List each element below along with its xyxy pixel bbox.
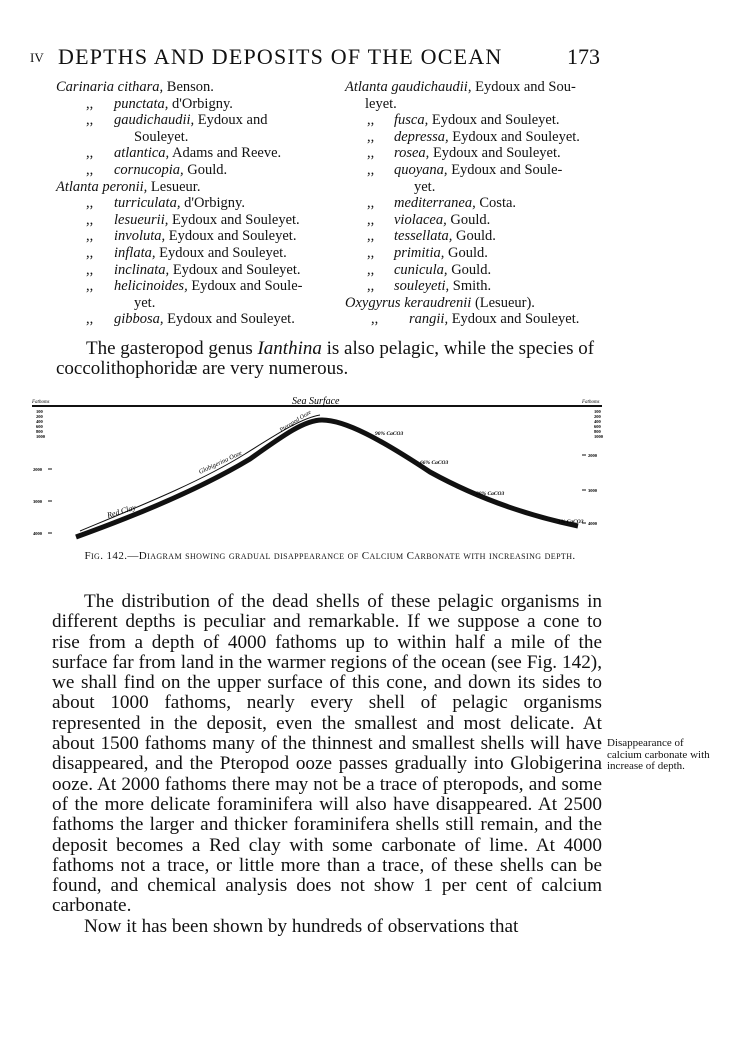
- cone-profile: [76, 420, 578, 537]
- ditto-mark: ,,: [367, 244, 375, 261]
- species-entry: [345, 245, 605, 262]
- species-name: rangii,: [409, 311, 449, 328]
- ditto-mark: ,,: [86, 228, 94, 245]
- species-authority: Eydoux and Souleyet.: [448, 311, 580, 328]
- species-name: inflata,: [114, 244, 156, 261]
- species-list-right: [345, 79, 605, 328]
- ditto-mark: ,,: [367, 211, 375, 228]
- right-axis-title: Fathoms: [582, 400, 600, 405]
- left-tick-200: 200: [36, 414, 43, 419]
- species-authority: Gould.: [183, 161, 228, 178]
- species-entry: [56, 96, 326, 113]
- species-name: helicinoides,: [114, 278, 188, 295]
- species-authority: Eydoux and Sou-: [471, 79, 576, 95]
- red-clay-label: Red Clay: [105, 502, 137, 520]
- species-authority: Benson.: [163, 79, 214, 95]
- species-entry: [56, 278, 326, 311]
- species-authority: d'Orbigny.: [168, 95, 233, 112]
- species-name: Atlanta gaudichaudii,: [345, 79, 472, 95]
- depth-diagram: [30, 394, 630, 544]
- caption-label: Fig. 142.: [84, 550, 128, 562]
- chapter-roman: IV: [30, 50, 44, 65]
- species-name: Atlanta peronii,: [56, 178, 148, 195]
- figure-142: [30, 394, 630, 544]
- species-name: quoyana,: [394, 161, 448, 178]
- species-entry: [345, 162, 605, 195]
- left-tick-3000: 3000: [33, 499, 42, 504]
- species-entry: [56, 311, 326, 328]
- left-axis-title: Fathoms: [32, 400, 50, 405]
- sea-surface-label: Sea Surface: [292, 396, 340, 407]
- species-entry: [345, 112, 605, 129]
- species-authority: Eydoux and Soule-: [447, 161, 563, 178]
- authority-continuation: yet.: [414, 178, 436, 195]
- ditto-mark: ,,: [371, 311, 379, 328]
- running-title: DEPTHS AND DEPOSITS OF THE OCEAN: [58, 44, 503, 69]
- ditto-mark: ,,: [86, 211, 94, 228]
- genus-ianthina: Ianthina: [257, 338, 322, 359]
- pteropod-ooze-label: Pteropod Ooze: [278, 409, 313, 434]
- left-tick-100: 100: [36, 409, 43, 414]
- species-entry: [56, 245, 326, 262]
- species-name: atlantica,: [114, 145, 170, 162]
- ditto-mark: ,,: [367, 145, 375, 162]
- left-tick-4000: 4000: [33, 531, 42, 536]
- species-name: depressa,: [394, 128, 449, 145]
- right-tick-100: 100: [594, 409, 601, 414]
- ditto-mark: ,,: [86, 145, 94, 162]
- species-name: Oxygyrus keraudrenii: [345, 294, 472, 311]
- body-text: [52, 592, 602, 937]
- figure-caption: [56, 550, 604, 563]
- ditto-mark: ,,: [367, 228, 375, 245]
- right-tick-2000: 2000: [588, 453, 597, 458]
- species-name: inclinata,: [114, 261, 170, 278]
- species-authority: Eydoux and Souleyet.: [429, 145, 561, 162]
- species-name: gibbosa,: [114, 311, 164, 328]
- species-authority: Eydoux and Soule-: [187, 278, 303, 295]
- pct-20-label: 20% CaCO3: [476, 491, 505, 497]
- ditto-mark: ,,: [86, 112, 94, 129]
- species-entry: [56, 79, 326, 96]
- ditto-mark: ,,: [86, 311, 94, 328]
- ditto-mark: ,,: [367, 161, 375, 178]
- species-entry: [345, 262, 605, 279]
- right-axis-dashes: [582, 455, 586, 523]
- species-entry: [345, 195, 605, 212]
- species-name: fusca,: [394, 112, 429, 129]
- species-entry: [345, 79, 605, 112]
- species-entry: [56, 145, 326, 162]
- right-tick-1000: 1000: [594, 434, 603, 439]
- species-entry: [345, 278, 605, 295]
- species-name: gaudichaudii,: [114, 112, 195, 129]
- species-authority: Eydoux and Souleyet.: [165, 228, 297, 245]
- species-name: Carinaria cithara,: [56, 79, 164, 95]
- ditto-mark: ,,: [367, 261, 375, 278]
- ditto-mark: ,,: [86, 244, 94, 261]
- ditto-mark: ,,: [367, 195, 375, 212]
- ditto-mark: ,,: [86, 278, 94, 295]
- right-tick-3000: 3000: [588, 488, 597, 493]
- species-entry: [345, 228, 605, 245]
- species-entry: [345, 212, 605, 229]
- species-entry: [345, 295, 605, 312]
- lead-paragraph: The gasteropod genus Ianthina is also pelagic, while the species of coccolithophoridæ are very numerous.: [56, 338, 595, 379]
- ditto-mark: ,,: [367, 112, 375, 129]
- right-tick-200: 200: [594, 414, 601, 419]
- species-list-left: [56, 79, 326, 328]
- species-entry: [56, 228, 326, 245]
- species-authority: Costa.: [475, 195, 517, 212]
- ditto-mark: ,,: [86, 261, 94, 278]
- ditto-mark: ,,: [86, 195, 94, 212]
- ditto-mark: ,,: [86, 161, 94, 178]
- species-authority: Gould.: [452, 228, 496, 245]
- page-number: 173: [567, 44, 600, 69]
- species-entry: [56, 112, 326, 145]
- species-name: punctata,: [114, 95, 169, 112]
- left-tick-400: 400: [36, 419, 43, 424]
- species-name: lesueurii,: [114, 211, 169, 228]
- species-entry: [345, 145, 605, 162]
- species-entry: [56, 162, 326, 179]
- species-name: involuta,: [114, 228, 166, 245]
- paragraph-distribution: The distribution of the dead shells of these pelagic organisms in different depths is peculiar and remarkable. If we suppose a cone to rise from a depth of 4000 fathoms up to within half a mile of the surface far from land in the warmer regions of the ocean (see Fig. 142), we shall find on the upper surface of this cone, and down its sides to about 1000 fathoms, nearly every shell of pelagic organisms represented in the deposit, even the smallest and most delicate. At about 1500 fathoms many of the thinnest and smallest shells will have disappeared, and the Pteropod ooze passes gradually into Globigerina ooze. At 2000 fathoms there may not be a trace of pteropods, and some of the more delicate foraminifera will also have disappeared. At 2500 fathoms the larger and thicker foraminifera shells still remain, and the deposit becomes a Red clay with some carbonate of lime. At 4000 fathoms not a trace, or little more than a trace, of these shells can be found, and chemical analysis does not show 1 per cent of calcium carbonate.: [52, 591, 602, 917]
- species-entry: [345, 129, 605, 146]
- species-authority: Gould.: [446, 211, 491, 228]
- species-authority: Adams and Reeve.: [169, 145, 282, 162]
- species-entry: [56, 179, 326, 196]
- ditto-mark: ,,: [367, 128, 375, 145]
- left-tick-800: 800: [36, 429, 43, 434]
- species-authority: Eydoux and Souleyet.: [155, 244, 287, 261]
- paragraph-observations: Now it has been shown by hundreds of observations that: [84, 915, 519, 937]
- species-name: souleyeti,: [394, 278, 450, 295]
- ditto-mark: ,,: [86, 95, 94, 112]
- species-authority: Gould.: [447, 261, 492, 278]
- caption-text: —Diagram showing gradual disappearance of Calcium Carbonate with increasing depth.: [127, 550, 576, 562]
- species-name: primitia,: [394, 244, 445, 261]
- authority-continuation: Souleyet.: [134, 128, 189, 145]
- species-authority: d'Orbigny.: [180, 195, 245, 212]
- globigerina-ooze-label: Globigerina Ooze: [197, 449, 244, 476]
- species-authority: Gould.: [444, 244, 488, 261]
- ditto-mark: ,,: [367, 278, 375, 295]
- species-name: tessellata,: [394, 228, 453, 245]
- pct-66-label: 66% CaCO3: [420, 460, 449, 466]
- species-authority: Eydoux and Souleyet.: [163, 311, 295, 328]
- right-tick-4000: 4000: [588, 521, 597, 526]
- species-authority: Eydoux and: [194, 112, 268, 129]
- species-authority: Eydoux and Souleyet.: [169, 261, 301, 278]
- species-entry: [56, 262, 326, 279]
- left-tick-600: 600: [36, 424, 43, 429]
- species-name: cunicula,: [394, 261, 448, 278]
- species-entry: [56, 212, 326, 229]
- margin-note: Disappearance of calcium carbonate with increase of depth.: [607, 737, 710, 772]
- right-tick-400: 400: [594, 419, 601, 424]
- species-name: cornucopia,: [114, 161, 184, 178]
- species-authority: Smith.: [449, 278, 492, 295]
- authority-continuation: yet.: [134, 294, 156, 311]
- species-name: mediterranea,: [394, 195, 476, 212]
- species-authority: (Lesueur).: [471, 294, 535, 311]
- species-name: violacea,: [394, 211, 447, 228]
- species-entry: [345, 311, 605, 328]
- left-tick-1000: 1000: [36, 434, 45, 439]
- species-entry: [56, 195, 326, 212]
- species-authority: Eydoux and Souleyet.: [428, 112, 560, 129]
- pct-1-label: 1% CaCO3: [558, 519, 584, 525]
- species-name: turriculata,: [114, 195, 181, 212]
- species-authority: Lesueur.: [147, 178, 201, 195]
- left-axis-dashes: [48, 469, 52, 533]
- pct-90-label: 90% CaCO3: [375, 431, 404, 437]
- left-tick-2000: 2000: [33, 467, 42, 472]
- species-authority: Eydoux and Souleyet.: [448, 128, 580, 145]
- right-tick-600: 600: [594, 424, 601, 429]
- species-authority: Eydoux and Souleyet.: [168, 211, 300, 228]
- running-header: [30, 44, 600, 70]
- authority-continuation: leyet.: [365, 95, 397, 112]
- species-name: rosea,: [394, 145, 430, 162]
- right-tick-800: 800: [594, 429, 601, 434]
